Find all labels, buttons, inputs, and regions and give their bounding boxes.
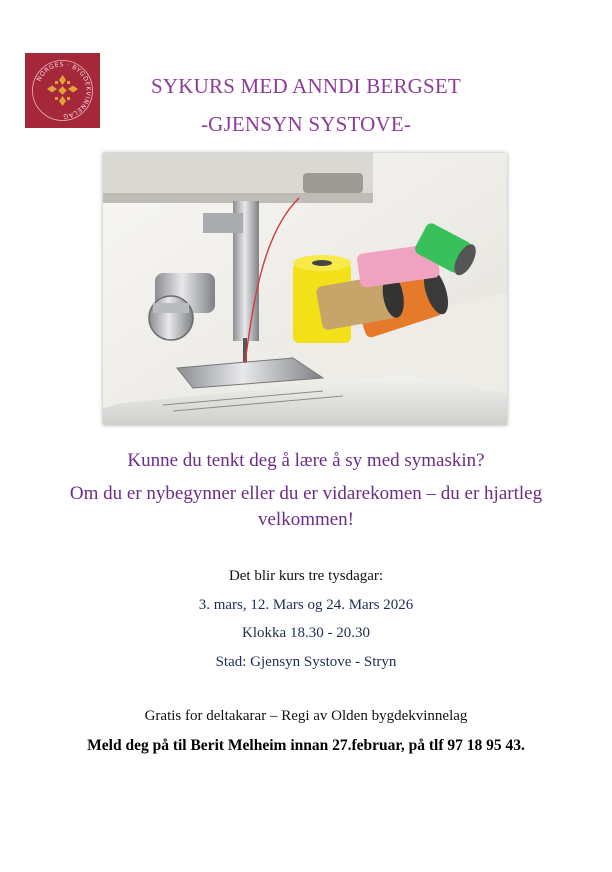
course-time: Klokka 18.30 - 20.30 bbox=[242, 625, 370, 641]
logo-emblem-icon bbox=[25, 53, 100, 128]
norges-bygdekvinnelag-logo bbox=[25, 53, 100, 128]
intro-welcome: Om du er nybegynner eller du er vidarekomen – du er hjartleg velkommen! bbox=[69, 483, 543, 530]
free-note: Gratis for deltakarar – Regi av Olden bygdekvinnelag bbox=[144, 708, 468, 724]
intro-question: Kunne du tenkt deg å lære å sy med symaskin? bbox=[127, 450, 485, 471]
page-subtitle: -GJENSYN SYSTOVE- bbox=[200, 112, 412, 136]
svg-text:NORGES · BYGDEKVINNELAG: NORGES · BYGDEKVINNELAG bbox=[35, 61, 92, 120]
course-dates: 3. mars, 12. Mars og 24. Mars 2026 bbox=[198, 597, 414, 613]
sewing-machine-photo bbox=[103, 153, 507, 425]
signup-note: Meld deg på til Berit Melheim innan 27.februar, på tlf 97 18 95 43. bbox=[87, 737, 525, 754]
schedule-intro: Det blir kurs tre tysdagar: bbox=[228, 568, 384, 584]
course-place: Stad: Gjensyn Systove - Stryn bbox=[215, 654, 397, 670]
page-title: SYKURS MED ANNDI BERGSET bbox=[151, 74, 461, 98]
